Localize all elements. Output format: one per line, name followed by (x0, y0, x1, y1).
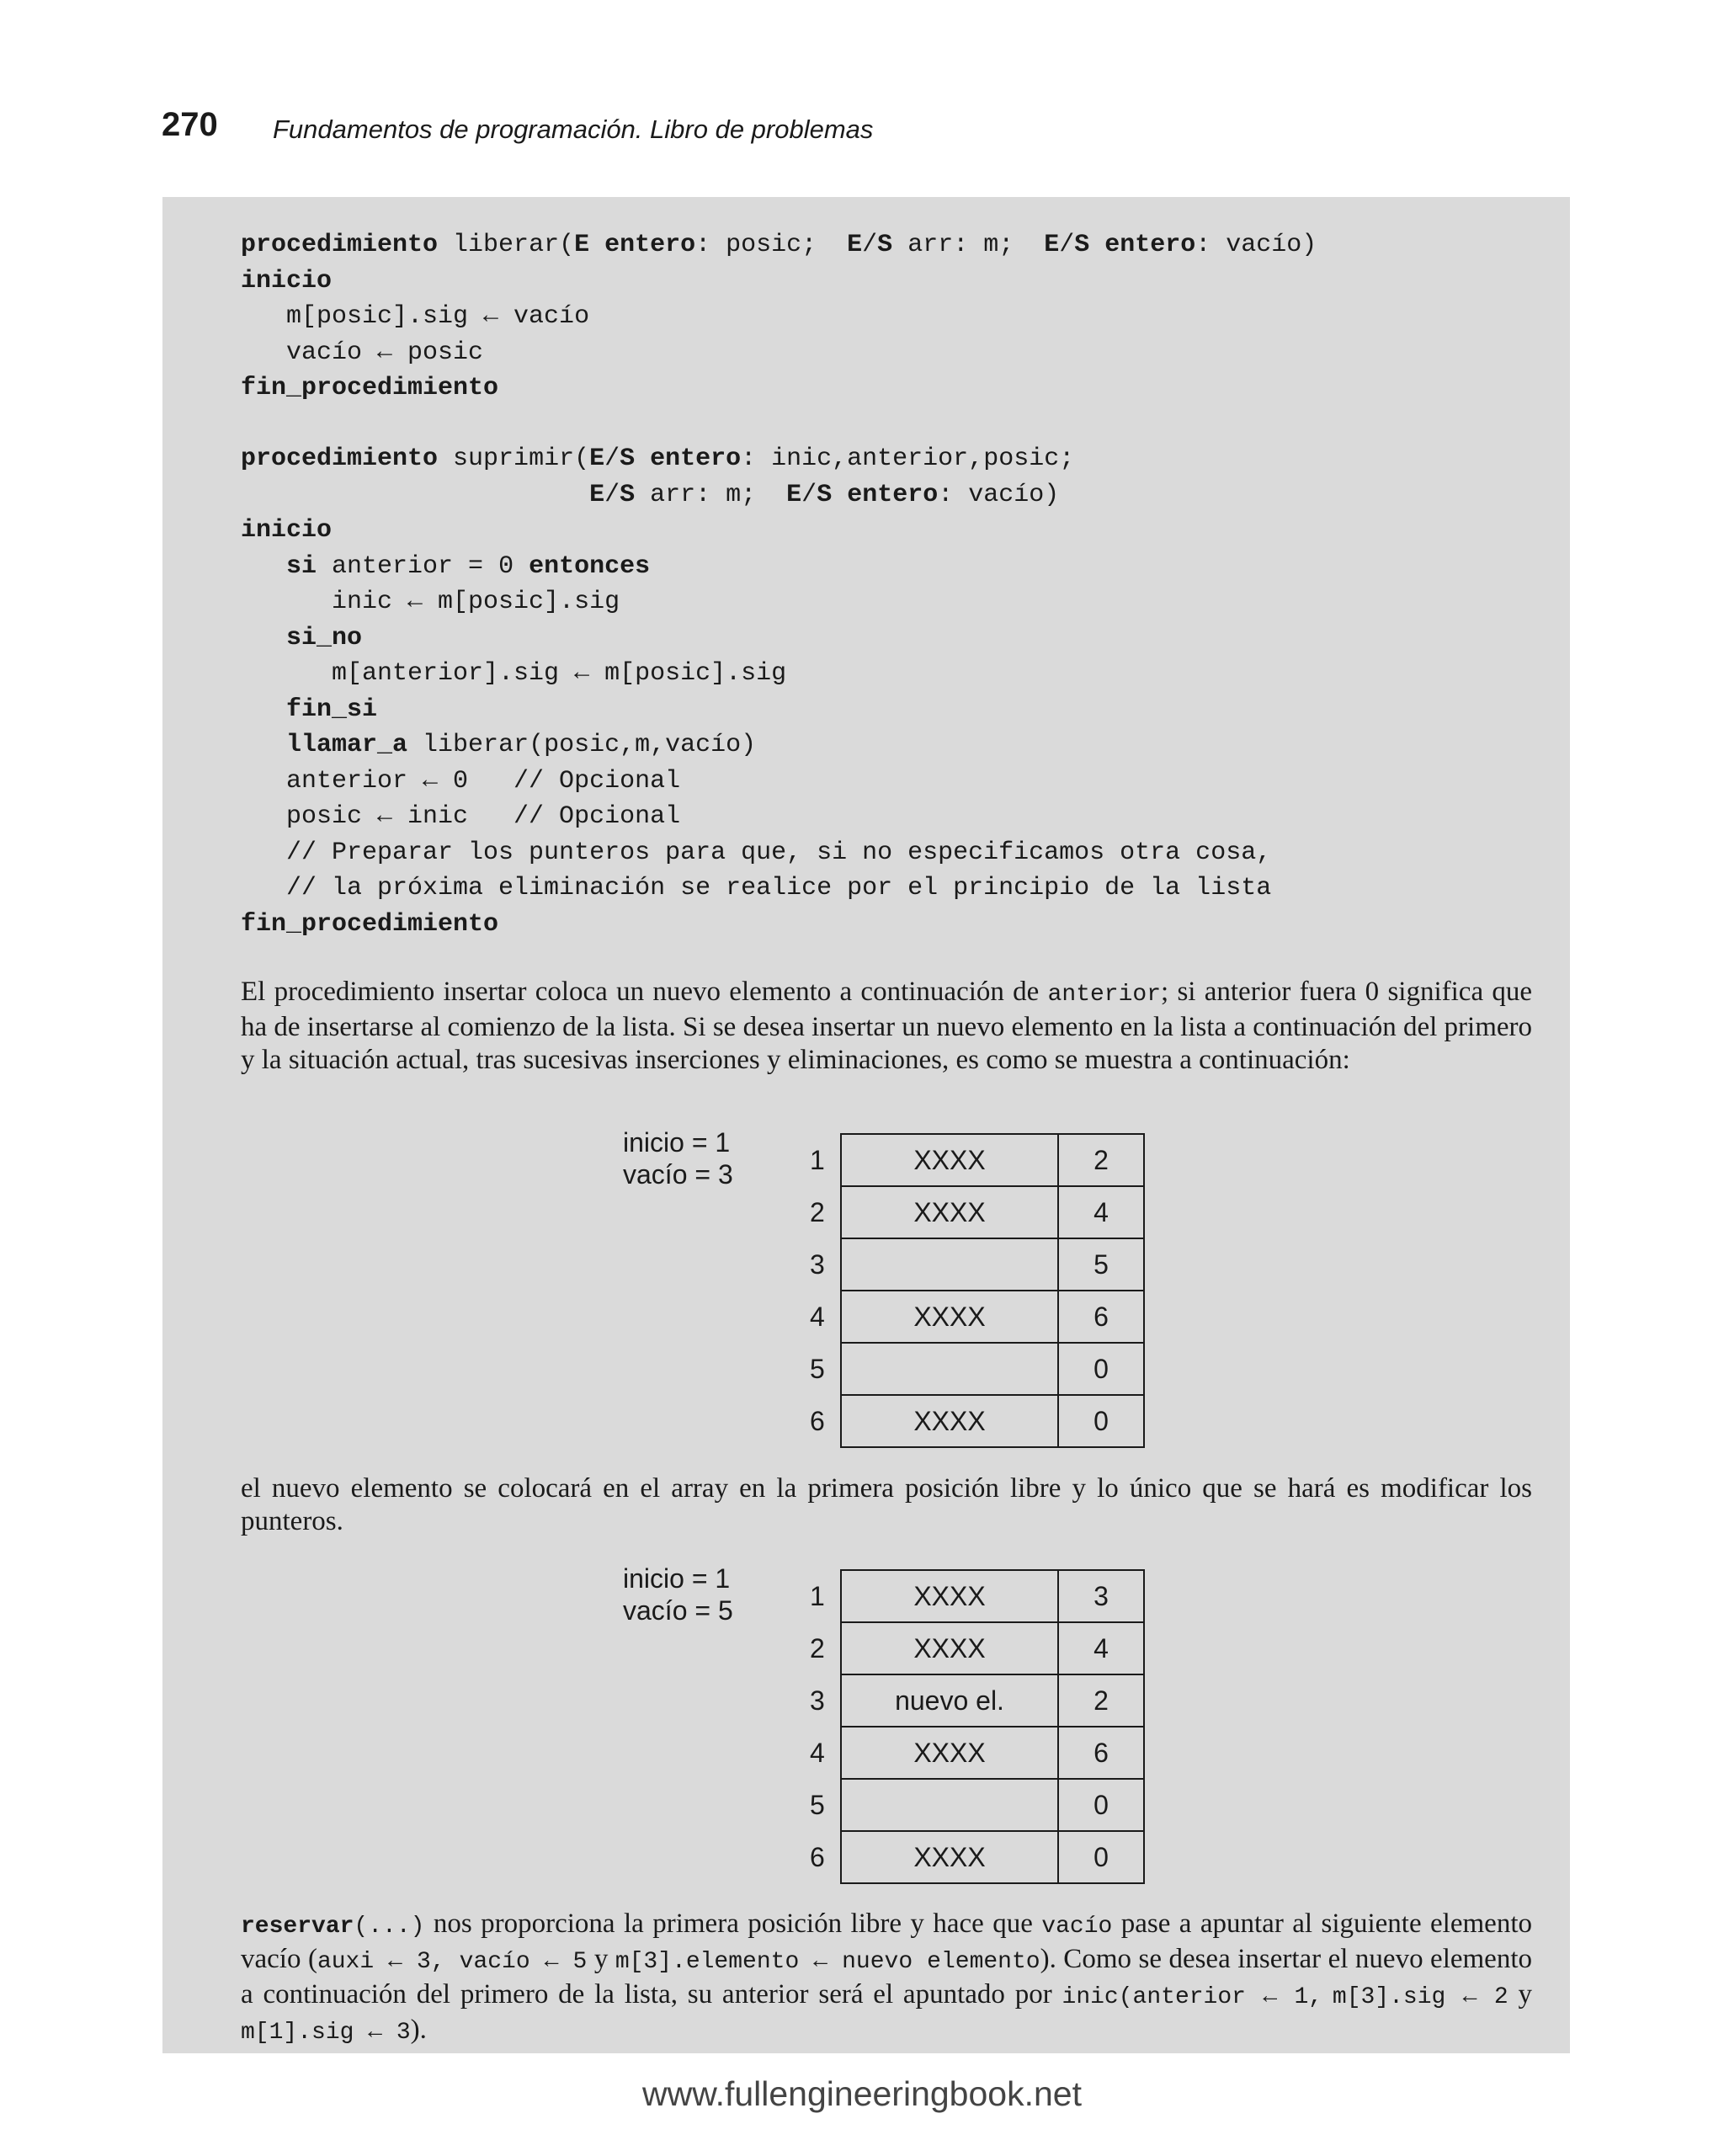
array-row (810, 1343, 1144, 1395)
array-index: 4 (810, 1737, 825, 1768)
array-element (841, 1238, 1058, 1291)
array-row (810, 1727, 1144, 1779)
code-text: : vacío) (938, 480, 1060, 509)
code-keyword: E (589, 480, 605, 509)
code-keyword: inicio (241, 266, 333, 295)
array-index: 3 (810, 1248, 825, 1280)
paragraph-text: ; si anterior fuera 0 significa que ha de insertarse al comienzo de la lista. Si se desea insertar un nuevo elemento en la lista a continuación del primero y la situación actual, tras sucesivas inserciones y eliminaciones, es como se muestra a continuación: (241, 977, 1533, 1075)
inicio-value: inicio = 1 (623, 1563, 731, 1594)
code-line (241, 227, 1317, 264)
code-text (241, 552, 286, 581)
code-line (241, 799, 1271, 835)
array-pointer: 2 (1058, 1134, 1144, 1186)
code-keyword: si_no (286, 623, 363, 652)
array-index: 4 (810, 1301, 825, 1332)
list-status (623, 1126, 733, 1190)
code-line (241, 299, 1317, 335)
vacio-value: vacío = 5 (623, 1595, 733, 1626)
array-element: XXXX (841, 1570, 1058, 1622)
code-line (241, 441, 1271, 477)
code-block-suprimir (241, 441, 1271, 942)
paragraph-text: y (587, 1944, 615, 1974)
array-index: 1 (810, 1580, 825, 1611)
code-line (241, 370, 1317, 407)
code-line (241, 835, 1271, 871)
code-text: liberar( (438, 231, 575, 259)
code-line (241, 764, 1271, 800)
code-text (241, 624, 286, 652)
code-text: : vacío) (1195, 231, 1317, 259)
code-text: / (604, 480, 620, 509)
paragraph-text: ). Como se desea insertar el nuevo elemento a continuación del primero de la lista, su anterior será el apuntado por (241, 1944, 1532, 2010)
code-text: vacío ← posic (241, 338, 484, 367)
page-header (162, 106, 1593, 157)
code-keyword: S (877, 231, 893, 259)
array-pointer: 6 (1058, 1727, 1144, 1779)
code-keyword: E (847, 231, 863, 259)
code-text: : posic; (695, 231, 848, 259)
running-title: Fundamentos de programación. Libro de problemas (273, 114, 874, 144)
paragraph-insertar (241, 976, 1532, 1077)
code-line (241, 727, 1271, 764)
array-diagram-before (623, 1126, 1162, 1446)
inline-code: m[3].elemento ← nuevo elemento (615, 1949, 1040, 1975)
code-text: anterior ← 0 // Opcional (241, 766, 681, 796)
code-block-liberar (241, 227, 1317, 407)
code-line (241, 620, 1271, 657)
array-row (810, 1674, 1144, 1727)
code-text: m[anterior].sig ← m[posic].sig (241, 659, 787, 688)
code-text: inic ← m[posic].sig (241, 588, 620, 616)
code-text (241, 695, 286, 724)
code-keyword: fin_procedimiento (241, 374, 499, 402)
code-text (241, 731, 286, 759)
paragraph-text: ). (410, 2015, 427, 2045)
array-index: 1 (810, 1144, 825, 1175)
code-text: // la próxima eliminación se realice por el principio de la lista (241, 874, 1272, 902)
array-row (810, 1186, 1144, 1238)
code-line (241, 549, 1271, 585)
array-row (810, 1238, 1144, 1291)
array-element: XXXX (841, 1186, 1058, 1238)
code-line (241, 656, 1271, 692)
array-pointer: 6 (1058, 1291, 1144, 1343)
code-keyword: si (286, 551, 317, 581)
code-text: : inic,anterior,posic; (741, 445, 1075, 473)
array-row (810, 1779, 1144, 1831)
code-text: / (862, 231, 878, 259)
array-table (810, 1569, 1145, 1884)
array-index: 2 (810, 1196, 825, 1227)
array-diagram-after (623, 1562, 1162, 1882)
code-text: arr: m; (892, 231, 1045, 259)
inline-code: inic(anterior ← 1, (1062, 1984, 1323, 2010)
code-text: m[posic].sig ← vacío (241, 302, 590, 331)
code-keyword: E entero (574, 231, 696, 259)
array-element (841, 1343, 1058, 1395)
code-text: / (801, 480, 817, 509)
array-pointer: 5 (1058, 1238, 1144, 1291)
code-line (241, 264, 1317, 300)
array-element: XXXX (841, 1395, 1058, 1447)
page-number: 270 (162, 106, 218, 143)
paragraph-text: pase a apuntar al siguiente elemento vacío ( (241, 1908, 1532, 1974)
code-text: anterior = 0 (317, 551, 529, 581)
inline-code: m[1].sig ← 3 (241, 2020, 411, 2046)
code-text: / (1059, 231, 1075, 259)
code-text: liberar(posic,m,vacío) (407, 731, 757, 759)
code-text: posic ← inic // Opcional (241, 802, 681, 831)
code-text: arr: m; (635, 480, 787, 509)
inicio-value: inicio = 1 (623, 1127, 731, 1158)
code-line (241, 335, 1317, 371)
array-table (810, 1133, 1145, 1448)
code-text: // Preparar los punteros para que, si no especificamos otra cosa, (241, 838, 1272, 867)
code-text (241, 481, 589, 509)
code-keyword: inicio (241, 516, 333, 545)
array-row (810, 1622, 1144, 1674)
code-keyword: procedimiento (241, 445, 439, 473)
inline-code: vacío (1041, 1914, 1113, 1940)
array-index: 3 (810, 1685, 825, 1716)
array-pointer: 3 (1058, 1570, 1144, 1622)
paragraph-nuevo-elemento (241, 1472, 1532, 1538)
code-keyword: entonces (529, 551, 651, 581)
code-keyword: E (589, 445, 605, 473)
array-pointer: 0 (1058, 1343, 1144, 1395)
array-element (841, 1779, 1058, 1831)
array-index: 5 (810, 1353, 825, 1384)
code-line (241, 477, 1271, 514)
array-index: 6 (810, 1405, 825, 1436)
code-keyword: fin_si (286, 695, 378, 724)
code-keyword: llamar_a (286, 731, 408, 759)
array-element: XXXX (841, 1622, 1058, 1674)
paragraph-text (1322, 1979, 1333, 2010)
array-pointer: 0 (1058, 1395, 1144, 1447)
code-text: suprimir( (438, 445, 590, 473)
inline-code: auxi ← 3, vacío ← 5 (317, 1949, 588, 1975)
list-status (623, 1562, 733, 1626)
array-row (810, 1291, 1144, 1343)
vacio-value: vacío = 3 (623, 1159, 733, 1190)
array-row (810, 1134, 1144, 1186)
array-pointer: 2 (1058, 1674, 1144, 1727)
footer-url: www.fullengineeringbook.net (642, 2074, 1082, 2113)
array-index: 2 (810, 1632, 825, 1664)
code-line (241, 692, 1271, 728)
array-element: XXXX (841, 1727, 1058, 1779)
inline-code: reservar (241, 1914, 354, 1940)
code-line (241, 870, 1271, 907)
code-keyword: S entero (1074, 231, 1196, 259)
paragraph-text: el nuevo elemento se colocará en el array en la primera posición libre y lo único que se hará es modificar los punteros. (241, 1473, 1532, 1536)
inline-code: (...) (354, 1914, 425, 1940)
inline-code: anterior (1047, 982, 1162, 1008)
code-keyword: fin_procedimiento (241, 909, 499, 939)
code-line (241, 513, 1271, 549)
code-keyword: S entero (620, 445, 742, 473)
array-row (810, 1395, 1144, 1447)
array-row (810, 1831, 1144, 1883)
inline-code: m[3].sig ← 2 (1332, 1984, 1508, 2010)
array-element: XXXX (841, 1291, 1058, 1343)
array-element: XXXX (841, 1134, 1058, 1186)
code-keyword: procedimiento (241, 231, 439, 259)
array-element: nuevo el. (841, 1674, 1058, 1727)
paragraph-text: El procedimiento insertar coloca un nuevo elemento a continuación de (241, 977, 1048, 1007)
paragraph-text: nos proporciona la primera posición libre y hace que (424, 1908, 1042, 1939)
code-keyword: S (620, 480, 636, 509)
array-pointer: 0 (1058, 1831, 1144, 1883)
array-row (810, 1570, 1144, 1622)
array-pointer: 4 (1058, 1186, 1144, 1238)
array-index: 6 (810, 1841, 825, 1872)
array-index: 5 (810, 1789, 825, 1820)
array-element: XXXX (841, 1831, 1058, 1883)
code-keyword: E (1044, 231, 1060, 259)
code-keyword: S entero (817, 480, 939, 509)
code-text: / (604, 445, 620, 473)
array-pointer: 0 (1058, 1779, 1144, 1831)
code-keyword: E (786, 480, 802, 509)
code-line (241, 584, 1271, 620)
code-line (241, 907, 1271, 943)
array-pointer: 4 (1058, 1622, 1144, 1674)
paragraph-text: y (1508, 1979, 1533, 2010)
paragraph-reservar (241, 1908, 1532, 2049)
